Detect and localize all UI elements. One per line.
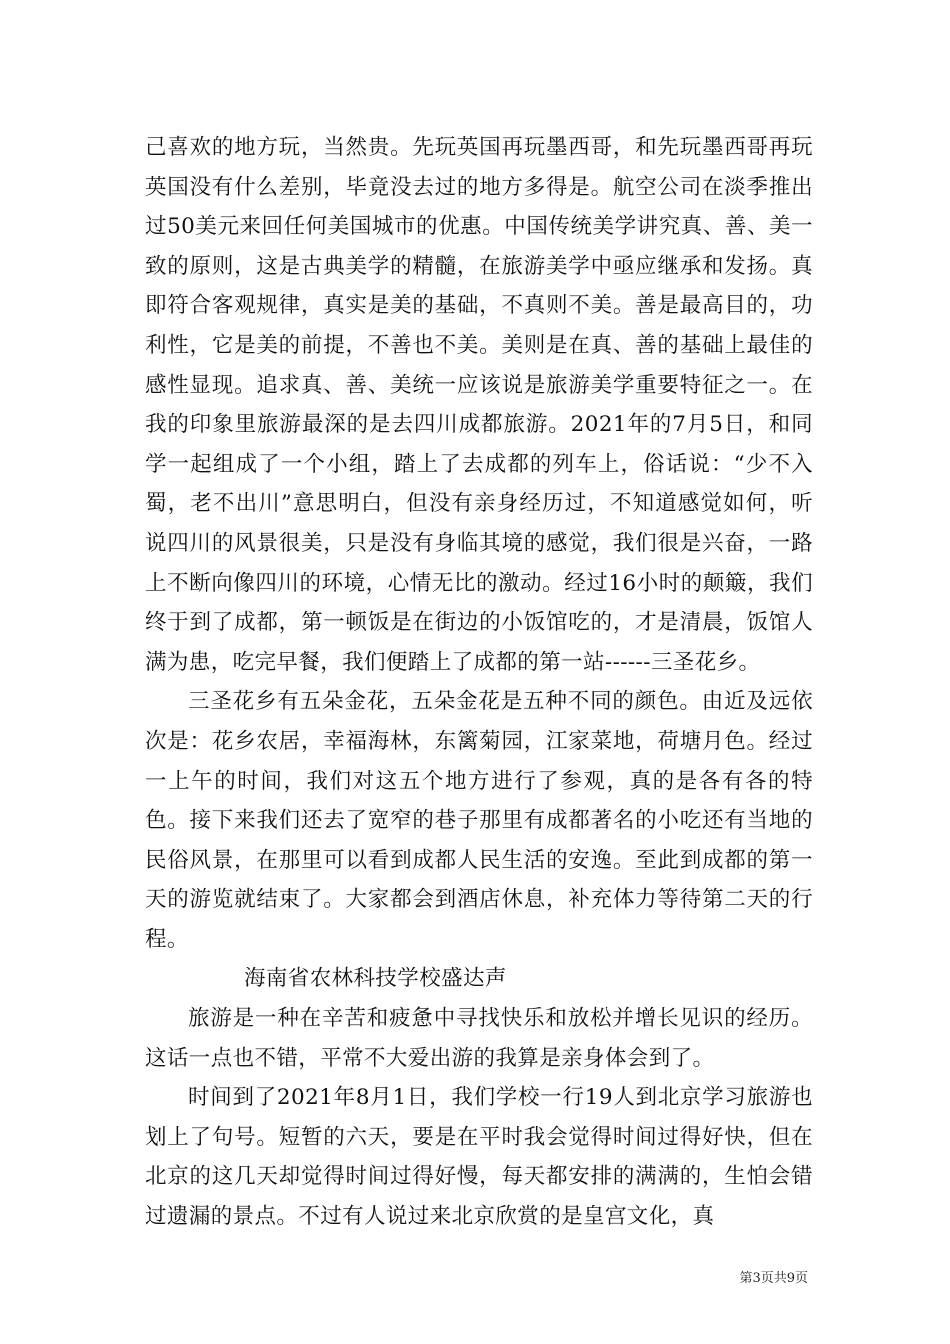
page-number: 第3页共9页 — [739, 1271, 808, 1286]
document-body — [145, 128, 813, 1237]
paragraph-travel-intro: 旅游是一种在辛苦和疲惫中寻找快乐和放松并增长见识的经历。这话一点也不错，平常不大爱出游的我算是亲身体会到了。 — [145, 1006, 813, 1071]
paragraph-sansheng-huaxiang: 三圣花乡有五朵金花，五朵金花是五种不同的颜色。由近及远依次是：花乡农居，幸福海林，东篱菊园，江家菜地，荷塘月色。经过一上午的时间，我们对这五个地方进行了参观，真的是各有各的特色。接下来我们还去了宽窄的巷子那里有成都著名的小吃还有当地的民俗风景，在那里可以看到成都人民生活的安逸。至此到成都的第一天的游览就结束了。大家都会到酒店休息，补充体力等待第二天的行程。 — [145, 689, 813, 952]
paragraph-beijing-trip: 时间到了2021年8月1日，我们学校一行19人到北京学习旅游也划上了句号。短暂的六天，要是在平时我会觉得时间过得好快，但在北京的这几天却觉得时间过得好慢，每天都安排的满满的，生怕会错过遗漏的景点。不过有人说过来北京欣赏的是皇宫文化，真 — [145, 1085, 813, 1230]
paragraph-continuation: 己喜欢的地方玩，当然贵。先玩英国再玩墨西哥，和先玩墨西哥再玩英国没有什么差别，毕竟没去过的地方多得是。航空公司在淡季推出过50美元来回任何美国城市的优惠。中国传统美学讲究真、善、美一致的原则，这是古典美学的精髓，在旅游美学中亟应继承和发扬。真即符合客观规律，真实是美的基础，不真则不美。善是最高目的，功利性，它是美的前提，不善也不美。美则是在真、善的基础上最佳的感性显现。追求真、善、美统一应该说是旅游美学重要特征之一。在我的印象里旅游最深的是去四川成都旅游。2021年的7月5日，和同学一起组成了一个小组，踏上了去成都的列车上，俗话说：“少不入蜀，老不出川”意思明白，但没有亲身经历过，不知道感觉如何，听说四川的风景很美，只是没有身临其境的感觉，我们很是兴奋，一路上不断向像四川的环境，心情无比的激动。经过16小时的颠簸，我们终于到了成都，第一顿饭是在街边的小饭馆吃的，才是清晨，饭馆人满为患，吃完早餐，我们便踏上了成都的第一站------三圣花乡。 — [145, 135, 813, 675]
author-byline: 海南省农林科技学校盛达声 — [244, 966, 507, 992]
